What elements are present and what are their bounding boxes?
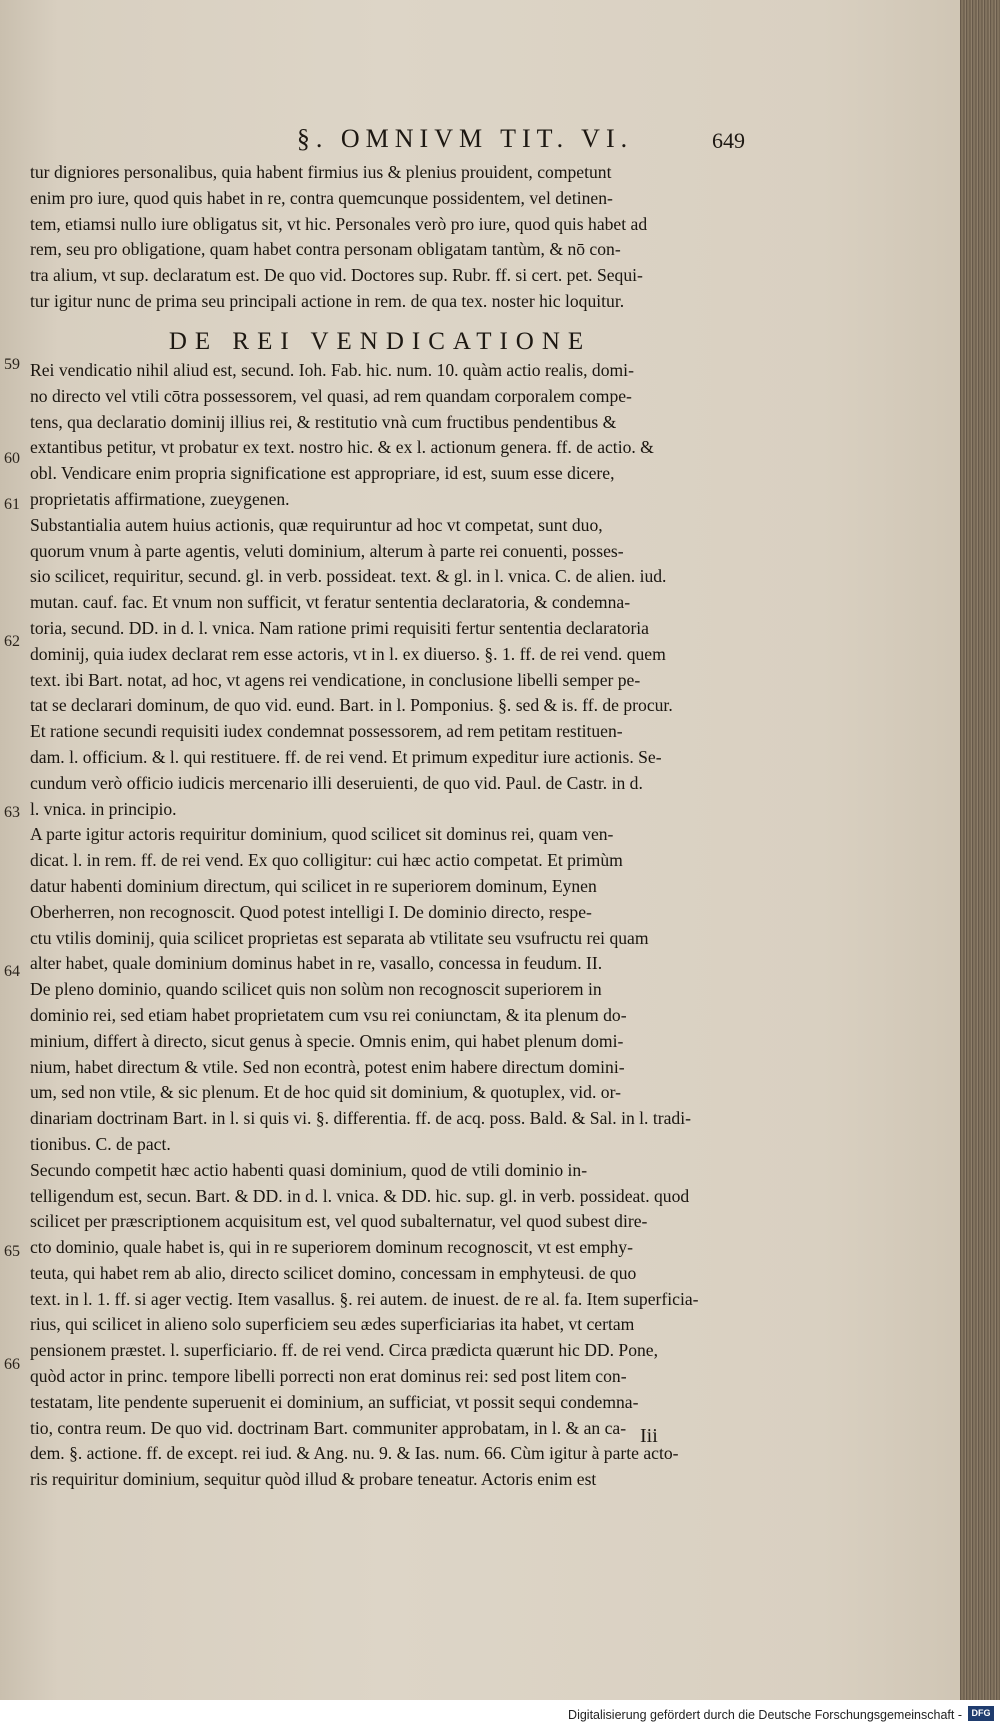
text-line: dominij, quia iudex declarat rem esse actoris, vt in l. ex diuerso. §. 1. ff. de rei vend. quem [30,643,666,664]
signature-mark: Iii [640,1425,658,1447]
text-line: mutan. cauf. fac. Et vnum non sufficit, vt feratur sententia declaratoria, & condemna- [30,592,631,613]
main-text [30,358,744,1493]
text-line: quòd actor in princ. tempore libelli porrecti non erat dominus rei: sed post litem con- [30,1366,627,1387]
text-line: dinariam doctrinam Bart. in l. si quis vi. §. differentia. ff. de acq. poss. Bald. & Sal. in l. tradi- [30,1108,691,1129]
text-line: telligendum est, secun. Bart. & DD. in d. l. vnica. & DD. hic. sup. gl. in verb. possideat. quod [30,1185,690,1206]
text-line: tens, qua declaratio dominij illius rei, & restitutio vnà cum fructibus pendentibus & [30,411,617,432]
text-line: tem, etiamsi nullo iure obligatus sit, vt hic. Personales verò pro iure, quod quis habet ad [30,213,648,234]
text-line: tra alium, vt sup. declaratum est. De quo vid. Doctores sup. Rubr. ff. si cert. pet. Sequi- [30,265,643,286]
book-edge [960,0,1000,1700]
page-number: 649 [712,128,745,153]
text-line: cundum verò officio iudicis mercenario illi deseruienti, de quo vid. Paul. de Castr. in d. [30,772,643,793]
margin-number: 59 [4,356,20,373]
text-line: l. vnica. in principio. [30,798,177,819]
margin-number: 62 [4,633,20,650]
margin-number: 60 [4,450,20,467]
text-line: sio scilicet, requiritur, secund. gl. in verb. possideat. text. & gl. in l. vnica. C. de alien. iud. [30,566,667,587]
text-line: cto dominio, quale habet is, qui in re superiorem dominum recognoscit, vt est emphy- [30,1237,633,1258]
margin-number: 65 [4,1243,20,1260]
text-line: tur igitur nunc de prima seu principali actione in rem. de qua tex. noster hic loquitur. [30,290,625,311]
text-line: proprietatis affirmatione, zueygenen. [30,488,290,509]
text-line: datur habenti dominium directum, qui scilicet in re superiorem dominum, Eynen [30,875,597,896]
text-line: rius, qui scilicet in alieno solo superficiem seu ædes superficiarias ita habet, vt certam [30,1314,635,1335]
text-line: um, sed non vtile, & sic plenum. Et de hoc quid sit dominium, & quotuplex, vid. or- [30,1082,621,1103]
text-line: dem. §. actione. ff. de except. rei iud. & Ang. nu. 9. & Ias. num. 66. Cùm igitur à parte acto- [30,1443,679,1464]
text-line: De pleno dominio, quando scilicet quis non solùm non recognoscit superiorem in [30,979,602,1000]
text-line: quorum vnum à parte agentis, veluti dominium, alterum à parte rei conuenti, posses- [30,540,624,561]
running-header: §. OMNIVM TIT. VI. [296,124,634,153]
text-line: pensionem præstet. l. superficiario. ff. de rei vend. Circa prædicta quærunt hic DD. Pone, [30,1340,659,1361]
text-line: enim pro iure, quod quis habet in re, contra quemcunque possidentem, vel detinen- [30,187,613,208]
text-line: extantibus petitur, vt probatur ex text. nostro hic. & ex l. actionum genera. ff. de actio. & [30,437,654,458]
text-line: ctu vtilis dominij, quia scilicet proprietas est separata ab vtilitate seu vsufructu rei quam [30,927,649,948]
text-line: Oberherren, non recognoscit. Quod potest intelligi I. De dominio directo, respe- [30,901,592,922]
text-line: dam. l. officium. & l. qui restituere. ff. de rei vend. Et primum expeditur iure actionis. Se- [30,746,662,767]
text-line: no directo vel vtili cōtra possessorem, vel quasi, ad rem quandam corporalem compe- [30,385,632,406]
text-line: Rei vendicatio nihil aliud est, secund. Ioh. Fab. hic. num. 10. quàm actio realis, domi- [30,360,634,380]
margin-number: 64 [4,963,20,980]
text-line: nium, habet directum & vtile. Sed non econtrà, potest enim habere directum domini- [30,1056,625,1077]
text-line: teuta, qui habet rem ab alio, directo scilicet domino, concessam in emphyteusi. de quo [30,1262,637,1283]
text-line: A parte igitur actoris requiritur dominium, quod scilicet sit dominus rei, quam ven- [30,824,614,845]
text-line: alter habet, quale dominium dominus habet in re, vasallo, concessa in feudum. II. [30,953,603,974]
text-line: dominio rei, sed etiam habet proprietatem cum vsu rei coniunctam, & ita plenum do- [30,1004,627,1025]
text-line: obl. Vendicare enim propria significatione est appropriare, id est, suum esse dicere, [30,463,615,484]
text-line: tat se declarari dominum, de quo vid. eund. Bart. in l. Pomponius. §. sed & is. ff. de procur. [30,695,673,716]
text-line: toria, secund. DD. in d. l. vnica. Nam ratione primi requisiti fertur sententia declaratoria [30,617,649,638]
text-line: Substantialia autem huius actionis, quæ requiruntur ad hoc vt competat, sunt duo, [30,514,603,535]
text-line: tio, contra reum. De quo vid. doctrinam Bart. communiter approbatam, in l. & an ca- [30,1417,627,1438]
margin-number: 61 [4,496,20,513]
margin-number: 63 [4,804,20,821]
text-line: Et ratione secundi requisiti iudex condemnat possessorem, ad rem petitam restituen- [30,721,623,742]
top-paragraph [30,160,744,315]
dfg-logo: DFG [968,1706,994,1721]
margin-number: 66 [4,1356,20,1373]
footer-credit: Digitalisierung gefördert durch die Deutsche Forschungsgemeinschaft - [568,1708,962,1722]
section-title: DE REI VENDICATIONE [168,328,592,355]
text-line: scilicet per præscriptionem acquisitum est, vel quod subalternatur, vel quod subest dire- [30,1211,648,1232]
text-line: tionibus. C. de pact. [30,1133,171,1154]
text-line: dicat. l. in rem. ff. de rei vend. Ex quo colligitur: cui hæc actio competat. Et primùm [30,850,623,871]
footer-bar [0,1700,1000,1729]
text-line: text. in l. 1. ff. si ager vectig. Item vasallus. §. rei autem. de inuest. de re al. fa. Item superficia- [30,1288,699,1309]
text-line: text. ibi Bart. notat, ad hoc, vt agens rei vendicatione, in conclusione libelli semper pe- [30,669,641,690]
text-line: ris requiritur dominium, sequitur quòd illud & probare teneatur. Actoris enim est [30,1469,597,1490]
text-line: Secundo competit hæc actio habenti quasi dominium, quod de vtili dominio in- [30,1159,588,1180]
text-line: tur digniores personalibus, quia habent firmius ius & plenius prouident, competunt [30,162,612,182]
text-line: testatam, lite pendente superuenit ei dominium, an sufficiat, vt possit sequi condemna- [30,1391,639,1412]
text-line: minium, differt à directo, sicut genus à specie. Omnis enim, qui habet plenum domi- [30,1030,624,1051]
text-line: rem, seu pro obligatione, quam habet contra personam obligatam tantùm, & nō con- [30,239,621,260]
